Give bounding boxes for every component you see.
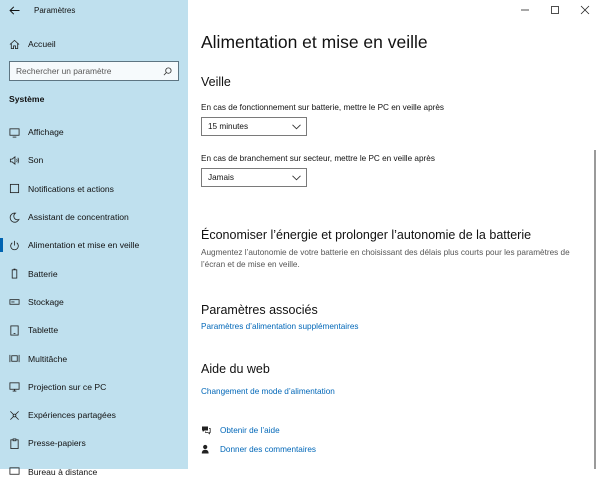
projection-icon (0, 381, 28, 392)
power-mode-change-link[interactable]: Changement de mode d’alimentation (201, 387, 335, 396)
remote-desktop-icon (0, 466, 28, 477)
sidebar-item-label: Expériences partagées (28, 410, 116, 421)
battery-sleep-label: En cas de fonctionnement sur batterie, mettre le PC en veille après (201, 103, 445, 112)
sidebar-item-notifications[interactable] (0, 175, 188, 203)
energy-saving-description: Augmentez l’autonomie de votre batterie en choisissant des délais plus courts pour les paramètres de l’écran et de mise en veille. (201, 248, 570, 269)
section-label: Système (9, 94, 45, 104)
sidebar-item-label: Presse-papiers (28, 438, 86, 449)
sidebar-item-label: Notifications et actions (28, 183, 114, 194)
speaker-icon (0, 155, 28, 166)
sidebar-item-display[interactable] (0, 118, 188, 146)
sidebar-item-multitasking[interactable] (0, 344, 188, 372)
sidebar-item-label: Affichage (28, 127, 64, 138)
nav-list (0, 118, 188, 486)
sidebar-item-label: Stockage (28, 296, 64, 307)
sleep-heading: Veille (201, 75, 231, 89)
dropdown-value: 15 minutes (208, 122, 249, 131)
sidebar-item-label: Assistant de concentration (28, 212, 129, 223)
additional-power-settings-link[interactable]: Paramètres d’alimentation supplémentaires (201, 322, 359, 331)
scrollbar[interactable] (594, 150, 596, 469)
dropdown-value: Jamais (208, 173, 234, 182)
sidebar-item-label: Accueil (28, 39, 56, 49)
moon-icon (0, 212, 28, 223)
page-title: Alimentation et mise en veille (201, 32, 428, 52)
search-box[interactable] (9, 61, 179, 81)
back-button[interactable] (0, 0, 28, 20)
battery-icon (0, 268, 28, 279)
ac-sleep-label: En cas de branchement sur secteur, mettre le PC en veille après (201, 154, 435, 163)
sidebar-item-battery[interactable] (0, 259, 188, 287)
power-icon (0, 240, 28, 251)
sidebar-item-shared-experiences[interactable] (0, 401, 188, 429)
sidebar-item-label: Multitâche (28, 353, 68, 364)
related-settings-heading: Paramètres associés (201, 303, 318, 317)
sidebar-item-power-sleep[interactable] (0, 231, 188, 259)
sidebar-item-home[interactable] (0, 33, 188, 55)
sidebar-item-label: Bureau à distance (28, 466, 98, 477)
energy-saving-heading: Économiser l’énergie et prolonger l’autonomie de la batterie (201, 228, 532, 242)
sidebar-item-label: Tablette (28, 325, 59, 336)
sidebar-item-projection[interactable] (0, 373, 188, 401)
main-content (201, 0, 586, 469)
sidebar-item-clipboard[interactable] (0, 429, 188, 457)
shared-icon (0, 410, 28, 421)
get-help-link[interactable]: Obtenir de l’aide (220, 425, 280, 435)
clipboard-icon (0, 438, 28, 449)
sidebar-item-sound[interactable] (0, 146, 188, 174)
multitask-icon (0, 353, 28, 364)
tablet-icon (0, 325, 28, 336)
sidebar-item-label: Projection sur ce PC (28, 381, 107, 392)
chevron-down-icon (292, 124, 301, 130)
sidebar (0, 0, 188, 477)
web-help-heading: Aide du web (201, 362, 270, 376)
chat-help-icon (201, 425, 220, 435)
sidebar-item-label: Son (28, 155, 44, 166)
battery-sleep-dropdown[interactable] (201, 117, 307, 136)
get-help-row[interactable] (201, 425, 280, 435)
chevron-down-icon (292, 175, 301, 181)
storage-icon (0, 296, 28, 307)
feedback-icon (201, 444, 220, 454)
sidebar-item-focus-assist[interactable] (0, 203, 188, 231)
sidebar-item-storage[interactable] (0, 288, 188, 316)
app-title: Paramètres (34, 5, 76, 15)
ac-sleep-dropdown[interactable] (201, 168, 307, 187)
search-input[interactable] (16, 66, 156, 76)
sidebar-item-label: Alimentation et mise en veille (28, 240, 140, 251)
feedback-link[interactable]: Donner des commentaires (220, 444, 317, 454)
sidebar-item-label: Batterie (28, 268, 58, 279)
feedback-row[interactable] (201, 444, 316, 454)
sidebar-item-remote-desktop[interactable] (0, 458, 188, 486)
sidebar-item-tablet[interactable] (0, 316, 188, 344)
home-icon (0, 39, 28, 50)
title-bar (0, 0, 188, 20)
notifications-icon (0, 183, 28, 194)
display-icon (0, 127, 28, 138)
search-icon[interactable] (163, 67, 172, 76)
arrow-left-icon (9, 6, 20, 15)
